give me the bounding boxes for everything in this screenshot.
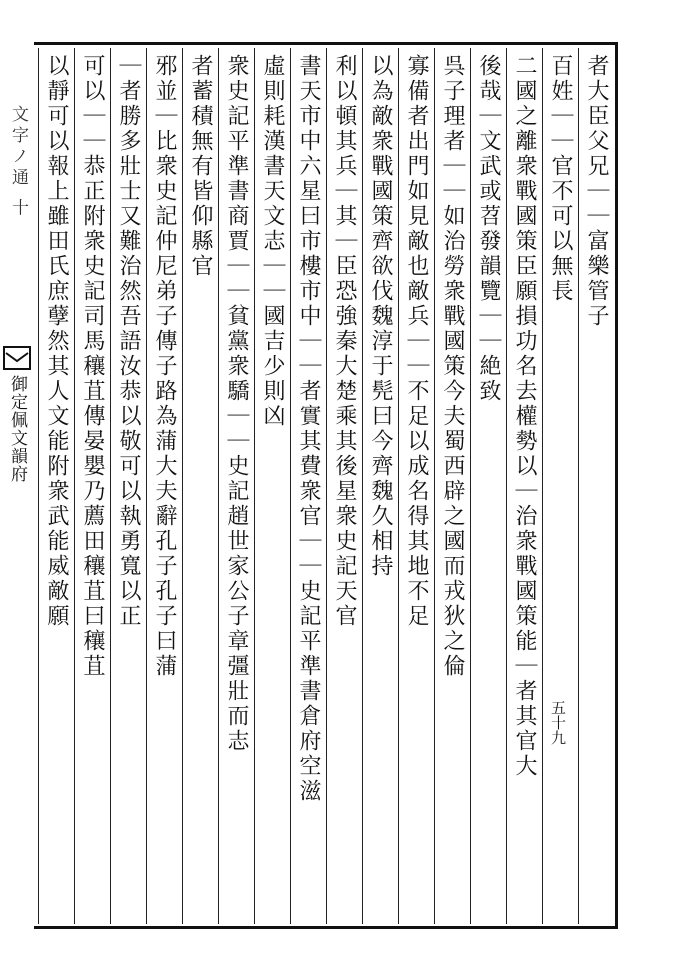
text-column: 可以｜｜恭正附衆史記司馬穰苴傳晏嬰乃薦田穰苴曰穰苴	[80, 54, 105, 679]
text-block	[38, 48, 614, 924]
text-column: 者大臣父兄｜｜富樂管子	[584, 54, 609, 329]
text-column: 者蓄積無有皆仰縣官	[188, 54, 213, 279]
text-column: 百姓｜｜官不可以無長	[548, 54, 573, 304]
text-column: 邪並｜比衆史記仲尼弟子傳子路為蒲大夫辭孔子孔子曰蒲	[152, 54, 177, 679]
margin-header-fragment: 文字ノ通 十	[8, 105, 28, 220]
text-column: 虛則耗漢書天文志｜｜國吉少則凶	[260, 54, 285, 429]
text-column: 利以頓其兵｜其｜臣恐強秦大楚乘其後星衆史記天官	[332, 54, 357, 629]
text-column: 衆史記平準書商賈｜｜貧黨衆驕｜｜史記趙世家公子章彊壯而志	[224, 54, 249, 754]
text-column: 二國之離衆戰國策臣願損功名去權勢以｜治衆戰國策能｜者其官大	[512, 54, 537, 779]
page-margin	[0, 45, 34, 926]
text-column: 以靜可以報上雖田氏庶孽然其人文能附衆武能威敵願	[44, 54, 69, 629]
text-column: 寡備者出門如見敵也敵兵｜｜不足以成名得其地不足	[404, 54, 429, 629]
text-column: 以為敵衆戰國策齊欲伐魏淳于髡曰今齊魏久相持	[368, 54, 393, 579]
folio-number: 五十九	[549, 700, 567, 745]
text-column: 後哉｜文武或苕發韻覽｜｜絶致	[476, 54, 501, 404]
book-title: 御定佩文韻府	[7, 375, 27, 483]
text-column: 呉子理者｜｜如治勞衆戰國策今夫蜀西辟之國而戎狄之倫	[440, 54, 465, 679]
text-column: ｜者勝多壯士又難治然吾語汝恭以敬可以執勇寬以正	[116, 54, 141, 629]
text-column: 書天市中六星曰市樓市中｜｜者實其費衆官｜｜史記平準書倉府空滋	[296, 54, 321, 804]
fish-tail-icon	[2, 345, 32, 371]
